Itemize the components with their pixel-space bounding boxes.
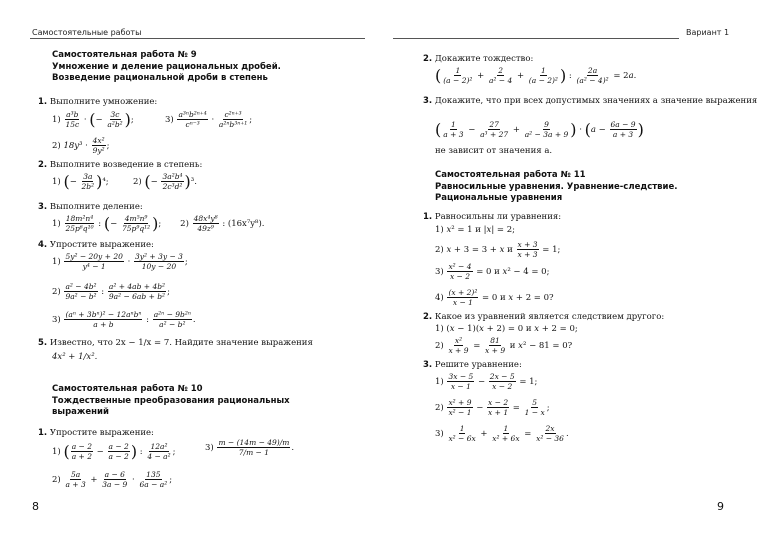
w9-task1-item2: 2) 18y³ · $\frac{\text{4x²}}{\text{9y²}}$ ; [52,136,110,155]
work9-title: Самостоятельная работа № 9 [52,50,197,60]
w11-task3-item2: 2) $\frac{\text{x² + 9}}{\text{x² − 1}}$ − $\frac{x - 2}{x + 1}$ = $\frac{5}{1 - x}$ ; [435,398,550,417]
w9-task4-item3: 3) $\frac{\text{(aⁿ + 3bⁿ)² − 12aⁿbⁿ}}{a + b}$ : $\frac{\text{a²ⁿ − 9b²ⁿ}}{\text{a² − b²}}$ . [52,310,196,329]
w9-task2: 2. Выполните возведение в степень: [38,160,203,170]
w10-task1: 1. Упростите выражение: [38,428,154,438]
w9-task4: 4. Упростите выражение: [38,240,154,250]
w9-task1-item3: 3) $\frac{\text{a³ⁿb²ⁿ⁺⁴}}{\text{cⁿ⁻³}}$ · $\frac{\text{c²ⁿ⁺³}}{\text{a²ⁿb³ⁿ⁺¹}}$ ; [165,110,253,129]
w11-task3: 3. Решите уравнение: [423,360,522,370]
work9-subtitle: Умножение и деление рациональных дробей. Возведение рациональной дроби в степень [52,62,281,83]
w9-task4-item2: 2) $\frac{\text{a² − 4b²}}{\text{9a² − b²}}$ : $\frac{\text{a² + 4ab + 4b²}}{\text{9a² − 6ab + b²}}$ ; [52,282,170,301]
work10-title: Самостоятельная работа № 10 [52,384,203,394]
w11-task1-item3: 3) $\frac{\text{x² − 4}}{x - 2}$ = 0 и x² − 4 = 0; [435,262,550,281]
r-task3-tail: не зависит от значения a. [435,146,553,156]
header-rule-left [30,38,365,39]
w10-task1-item1: 1) ( $\frac{a - 2}{a + 2}$ − $\frac{a - 2}{a - 2}$ ) : $\frac{\text{12a²}}{\text{4 − a²}}$ ; [52,442,176,461]
r-task3-expr: ( $\frac{1}{a + 3}$ − $\frac{27}{\text{a³ + 27}}$ + $\frac{9}{\text{a² − 3a + 9}}$ ) · (a − $\frac{6a - 9}{a + 3}$ ) [435,120,644,139]
work11-subtitle: Равносильные уравнения. Уравнение-следствие. Рациональные уравнения [435,182,678,203]
w11-task2-item2: 2) $\frac{\text{x²}}{x + 9}$ = $\frac{81}{x + 9}$ и x² − 81 = 0? [435,336,573,355]
work10-subtitle: Тождественные преобразования рациональных выражений [52,396,290,417]
w11-task2: 2. Какое из уравнений является следствием другого: [423,312,665,322]
w9-task5: 5. Известно, что 2x − 1/x = 7. Найдите значение выражения [38,338,313,348]
w11-task3-item3: 3) $\frac{1}{\text{x² − 6x}}$ + $\frac{1}{\text{x² + 6x}}$ = $\frac{2x}{\text{x² − 36}}$ . [435,424,569,443]
w9-task5-expr: 4x² + 1/x². [52,352,98,362]
w9-task3: 3. Выполните деление: [38,202,143,212]
running-head-left: Самостоятельные работы [32,28,142,37]
w9-task3-items: 1) $\frac{\text{18m²n⁴}}{\text{25p⁶q¹⁰}}$ : (− $\frac{\text{4m⁵n⁹}}{\text{75p⁹q¹²}}$ ); 2) $\frac{\text{48x⁴y⁸}}{\text{49z⁹}}$ : (16x⁷y⁸). [52,214,265,233]
w11-task1-item1: 1) x² = 1 и |x| = 2; [435,225,515,235]
work11-title: Самостоятельная работа № 11 [435,170,586,180]
w10-task1-item2: 2) $\frac{5a}{a + 3}$ + $\frac{a - 6}{3a - 9}$ · $\frac{135}{\text{6a − a²}}$ ; [52,470,173,489]
w9-task1-item1: 1) $\frac{\text{a³b}}{15c}$ · (− $\frac{3c}{\text{a²b²}}$ ); [52,110,134,129]
w11-task1-item4: 4) $\frac{\text{(x + 2)²}}{x - 1}$ = 0 и x + 2 = 0? [435,288,554,307]
right-page [379,0,758,542]
r-task2: 2. Докажите тождество: [423,54,534,64]
w9-task1: 1. Выполните умножение: [38,97,158,107]
r-task3: 3. Докажите, что при всех допустимых значениях a значение выражения [423,96,758,106]
w11-task1: 1. Равносильны ли уравнения: [423,212,562,222]
page-number-right: 9 [717,500,724,513]
page-number-left: 8 [32,500,39,513]
running-head-right: Вариант 1 [686,28,730,37]
w11-task3-item1: 1) $\frac{3x - 5}{x - 1}$ − $\frac{2x - 5}{x - 2}$ = 1; [435,372,538,391]
w11-task1-item2: 2) x + 3 = 3 + x и $\frac{x + 3}{x + 3}$ = 1; [435,240,561,259]
w11-task2-item1: 1) (x − 1)(x + 2) = 0 и x + 2 = 0; [435,324,578,334]
w9-task4-item1: 1) $\frac{\text{5y² − 20y + 20}}{\text{y⁴ − 1}}$ · $\frac{\text{3y² + 3y − 3}}{10y - 20}$ ; [52,252,188,271]
w9-task2-items: 1) (− $\frac{3a}{\text{2b²}}$ )⁴; 2) (− $\frac{\text{3a²b⁴}}{\text{2c³d²}}$ )³. [52,172,197,191]
header-rule-right [393,38,679,39]
r-task2-expr: ( $\frac{1}{\text{(a − 2)²}}$ + $\frac{2}{\text{a² − 4}}$ + $\frac{1}{\text{(a − 2)²}}$ ) : $\frac{2a}{\text{(a² − 4)²}}$ = 2a. [435,66,637,85]
w10-task1-item3: 3) $\frac{m - (14m - 49)/m}{7/m - 1}$ . [205,438,295,457]
